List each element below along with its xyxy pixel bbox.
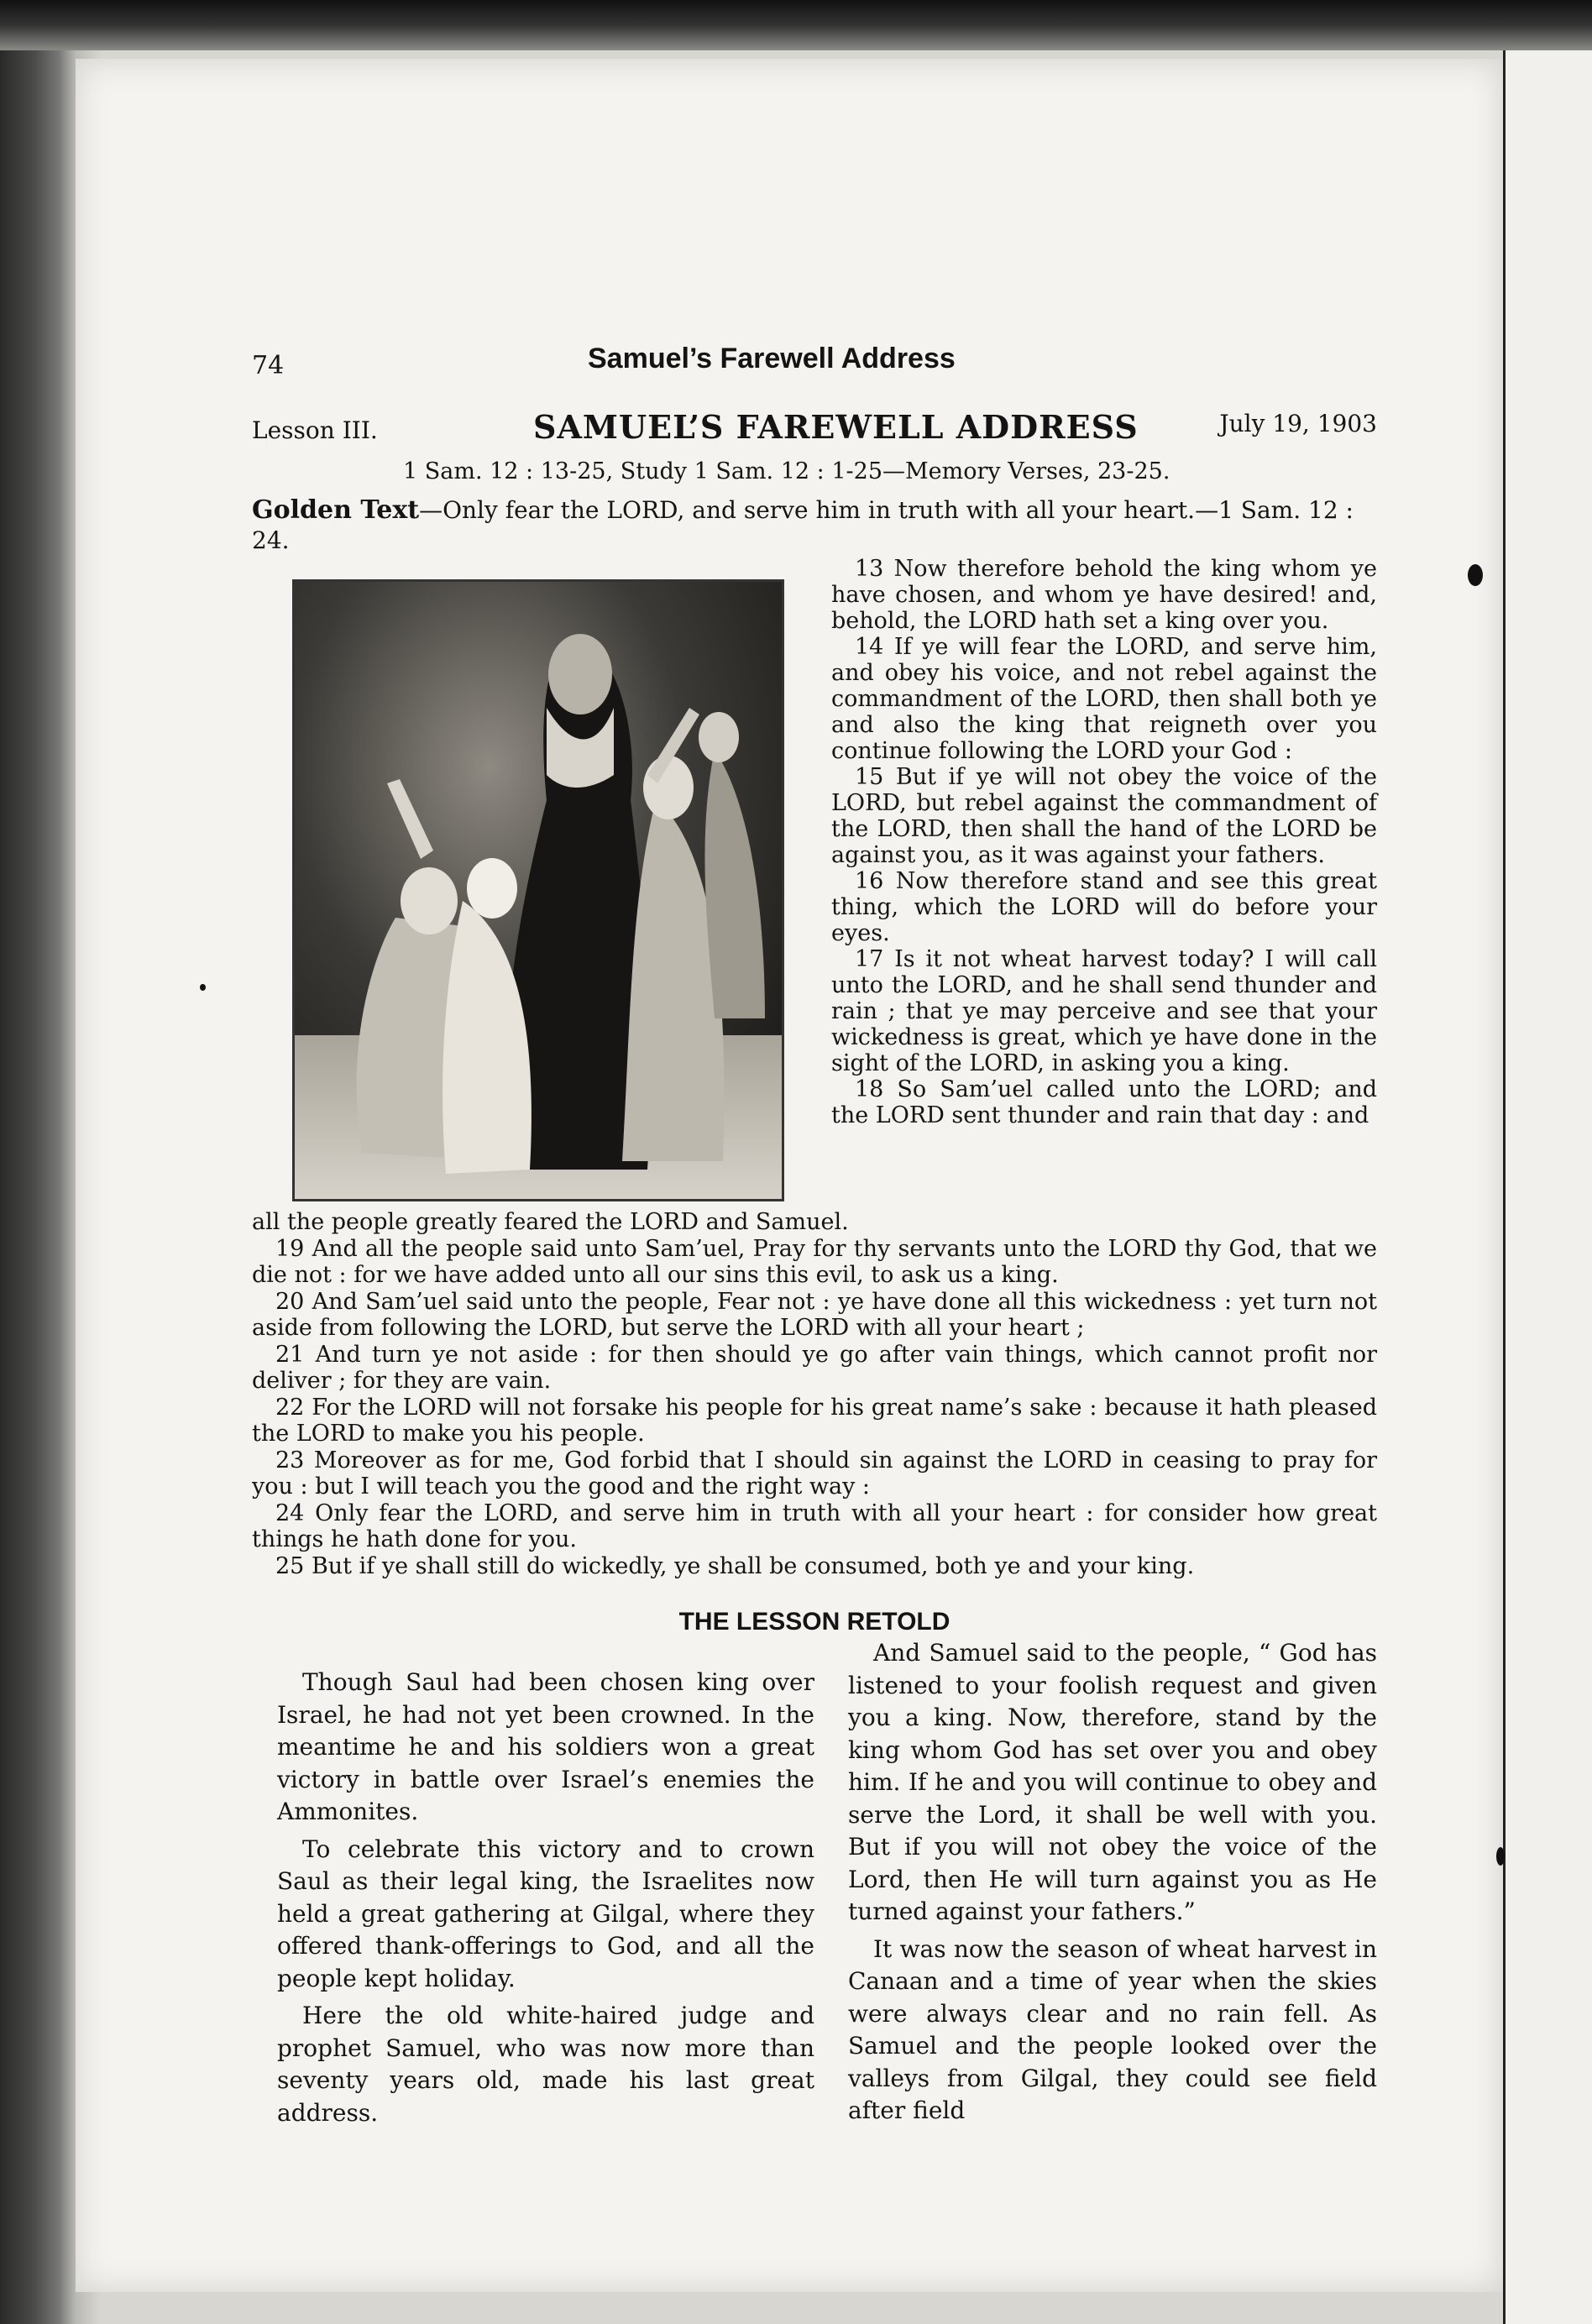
scripture-verses-full-width <box>252 1209 1377 1579</box>
golden-text-label: Golden Text <box>252 495 420 525</box>
scan-top-edge <box>0 0 1592 50</box>
verse-14: 14 If ye will fear the LORD, and serve him, and obey his voice, and not rebel against the commandment of the LORD, then shall both ye and also the king that reigneth over you continue following the LORD your God : <box>831 634 1377 764</box>
verse-23: 23 Moreover as for me, God forbid that I should sin against the LORD in ceasing to pray for you : but I will teach you the good and the right way : <box>252 1447 1377 1500</box>
verse-20: 20 And Sam’uel said unto the people, Fear not : ye have done all this wickedness : yet turn not aside from following the LORD, but serve the LORD with all your heart ; <box>252 1288 1377 1341</box>
scan-speck <box>1468 564 1483 586</box>
retold-paragraph: Though Saul had been chosen king over Israel, he had not yet been crowned. In the meantime he and his soldiers won a great victory in battle over Israel’s enemies the Ammonites. <box>277 1668 814 1825</box>
lesson-date: July 19, 1903 <box>1219 410 1377 437</box>
scan-speck <box>200 984 206 991</box>
scan-speck <box>1496 1847 1505 1866</box>
running-head: Samuel’s Farewell Address <box>588 343 956 374</box>
verse-21: 21 And turn ye not aside : for then should ye go after vain things, which cannot profit nor deliver ; for they are vain. <box>252 1341 1377 1394</box>
retold-paragraph: Here the old white-haired judge and prophet Samuel, who was now more than seventy years old, made his last great address. <box>277 2002 814 2127</box>
page-number: 74 <box>252 351 285 380</box>
retold-paragraph: To celebrate this victory and to crown Saul as their legal king, the Israelites now held a great gathering at Gilgal, where they offered thank-offerings to God, and all the people kept holiday. <box>277 1835 814 1992</box>
golden-text-body: —Only fear the LORD, and serve him in truth with all your heart.—1 Sam. 12 : 24. <box>252 496 1354 554</box>
page-header <box>252 336 1377 386</box>
retold-paragraph: It was now the season of wheat harvest in Canaan and a time of year when the skies were always clear and no rain fell. As Samuel and the people looked over the valleys from Gilgal, they could see field after field <box>848 1934 1377 2124</box>
verse-18-continued: all the people greatly feared the LORD and Samuel. <box>252 1209 849 1235</box>
golden-text <box>252 495 1377 556</box>
lesson-label: Lesson III. <box>252 416 378 444</box>
scripture-verses-column <box>831 556 1377 1128</box>
verse-24: 24 Only fear the LORD, and serve him in truth with all your heart : for consider how great things he hath done for you. <box>252 1500 1377 1552</box>
retold-paragraph: And Samuel said to the people, “ God has listened to your foolish request and given you a king. Now, therefore, stand by the king whom God has set over you and obey him. If he and you will continue to obey and serve the Lord, it shall be well with you. But if you will not obey the voice of the Lord, then He will turn against you as He turned against your fathers.” <box>848 1639 1377 1925</box>
lesson-retold-right-column <box>848 1637 1377 2133</box>
verse-15: 15 But if ye will not obey the voice of the LORD, but rebel against the commandment of the LORD, then shall the hand of the LORD be against you, as it was against your fathers. <box>831 764 1377 868</box>
verse-19: 19 And all the people said unto Sam’uel, Pray for thy servants unto the LORD thy God, that we die not : for we have added unto all our sins this evil, to ask us a king. <box>252 1235 1377 1288</box>
scripture-reference: 1 Sam. 12 : 13-25, Study 1 Sam. 12 : 1-25—Memory Verses, 23-25. <box>403 458 1170 484</box>
verse-16: 16 Now therefore stand and see this great thing, which the LORD will do before your eyes. <box>831 868 1377 946</box>
facing-page-edge <box>1503 50 1592 2324</box>
illustration-engraving-icon <box>292 579 784 1201</box>
lesson-title: SAMUEL’S FAREWELL ADDRESS <box>533 408 1139 446</box>
verse-25: 25 But if ye shall still do wickedly, ye shall be consumed, both ye and your king. <box>275 1552 1195 1579</box>
verse-17: 17 Is it not wheat harvest today? I will call unto the LORD, and he shall send thunder and rain ; that ye may perceive and see that your wickedness is great, which ye have done in the sight of the LORD, in asking you a king. <box>831 946 1377 1076</box>
lesson-heading <box>252 408 1377 450</box>
verse-13: 13 Now therefore behold the king whom ye have chosen, and whom ye have desired! and, behold, the LORD hath set a king over you. <box>831 556 1377 634</box>
lesson-retold-left-column <box>277 1667 814 2134</box>
lesson-retold-heading: THE LESSON RETOLD <box>678 1608 950 1636</box>
verse-18: 18 So Sam’uel called unto the LORD; and the LORD sent thunder and rain that day : and <box>831 1076 1377 1128</box>
verse-22: 22 For the LORD will not forsake his people for his great name’s sake : because it hath pleased the LORD to make you his people. <box>252 1394 1377 1447</box>
